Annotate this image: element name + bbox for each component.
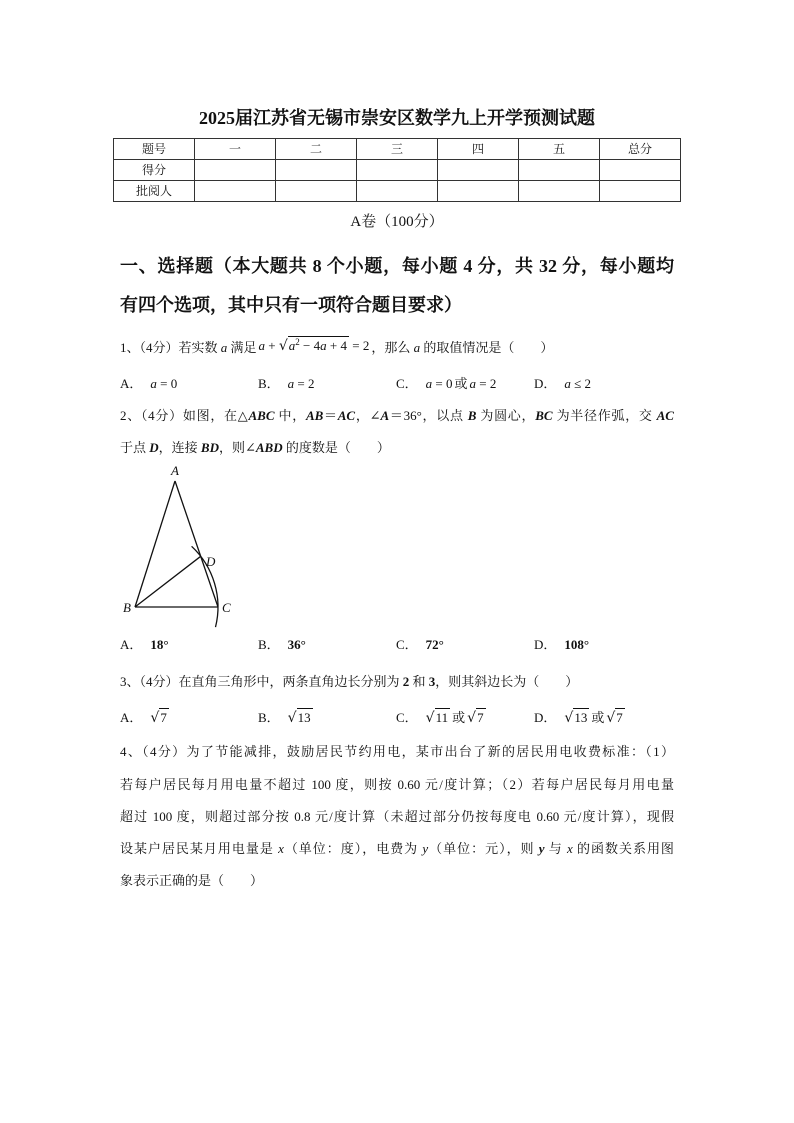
math-variable: B (467, 408, 477, 423)
score-table-row-grader (114, 181, 681, 202)
option-letter: B． (258, 637, 280, 652)
math-variable: BD (200, 440, 219, 455)
question-2-stem-line-2 (120, 439, 674, 457)
math-variable: AC (337, 408, 356, 423)
math-variable: ABC (248, 408, 275, 423)
math-variable: a (150, 376, 157, 391)
math-variable: AB (305, 408, 324, 423)
math-variable: a (413, 340, 421, 355)
option-value: = 0 (432, 376, 453, 391)
math-variable: y (538, 841, 545, 856)
radical (467, 710, 485, 725)
radicand (288, 336, 349, 353)
question-2-stem-line-1 (120, 407, 674, 425)
exam-title: 2025届江苏省无锡市崇安区数学九上开学预测试题 (199, 108, 595, 128)
stem-text: （单位：度），电费为 (283, 841, 423, 856)
math-variable: a (287, 376, 295, 391)
score-table-cell (276, 181, 357, 202)
math-equality: = 2 (348, 338, 370, 353)
score-table-cell (438, 160, 519, 181)
radical-sign: √ (467, 710, 477, 726)
math-variable: a (425, 376, 433, 391)
score-table-header-cell: 三 (357, 139, 438, 160)
radical (288, 710, 313, 725)
score-table-cell (519, 181, 600, 202)
side-ab (135, 481, 175, 607)
label-c: C (222, 600, 231, 615)
stem-text: 与 (544, 841, 568, 856)
option-b (258, 709, 396, 727)
math-variable: x (567, 841, 573, 856)
math-variable: D (149, 440, 159, 455)
stem-text: ＝36°，以点 (389, 408, 468, 423)
question-3-stem (120, 673, 674, 691)
radical (279, 338, 349, 353)
option-letter: B． (258, 710, 280, 725)
radicand: 7 (160, 710, 167, 725)
exponent: 2 (295, 337, 300, 347)
score-table (113, 138, 681, 202)
math-variable: ABD (255, 440, 283, 455)
radical (150, 710, 168, 725)
stem-text: 为圆心， (476, 408, 536, 423)
option-or: 或 (452, 710, 466, 725)
option-a (120, 709, 258, 727)
stem-text: ，连接 (158, 440, 201, 455)
option-b (258, 636, 396, 654)
option-value: 108° (564, 637, 590, 652)
score-table-cell (357, 160, 438, 181)
radical (564, 710, 589, 725)
score-table-header-row (114, 139, 681, 160)
option-letter: A． (120, 710, 143, 725)
score-table-row-label: 得分 (114, 160, 195, 181)
label-a: A (171, 463, 179, 478)
radical-sign: √ (564, 710, 574, 726)
side-ac (175, 481, 218, 607)
radical-sign: √ (287, 710, 297, 726)
question-1-stem (120, 339, 674, 357)
score-table-cell (600, 181, 681, 202)
score-table-header-cell: 一 (195, 139, 276, 160)
option-value: = 0 (156, 376, 178, 391)
option-value: = 2 (476, 376, 497, 391)
stem-text: ，∠ (355, 408, 381, 423)
math-term: − 4 (299, 338, 321, 353)
stem-text: ＝ (323, 408, 338, 423)
score-table-cell (195, 160, 276, 181)
score-table-header-cell: 题号 (114, 139, 195, 160)
score-table-header-cell: 五 (519, 139, 600, 160)
math-operator: + (265, 338, 279, 353)
radical (426, 710, 450, 725)
score-table-cell (438, 181, 519, 202)
stem-text: （单位：元），则 (428, 841, 539, 856)
math-term: + 4 (326, 338, 347, 353)
section-heading-line-1: 一、选择题（本大题共 8 个小题，每小题 4 分，共 32 分，每小题均 (120, 256, 674, 276)
question-1-formula (259, 338, 370, 353)
score-table-header-cell: 四 (438, 139, 519, 160)
triangle-figure (110, 460, 240, 635)
question-4-stem-line-1: 4、（4分）为了节能减排，鼓励居民节约用电，某市出台了新的居民用电收费标准：（1） (120, 744, 674, 759)
stem-text: 满足 (227, 340, 257, 355)
score-table-cell (357, 181, 438, 202)
option-value: = 2 (294, 376, 315, 391)
radicand: 7 (616, 710, 623, 725)
option-c (396, 375, 534, 393)
score-table-header-cell: 总分 (600, 139, 681, 160)
stem-text: 3、（4分）在直角三角形中，两条直角边长分别为 (120, 674, 403, 689)
option-d (534, 375, 591, 393)
score-table-header-cell: 二 (276, 139, 357, 160)
radical-sign: √ (606, 710, 616, 726)
score-table-cell (600, 160, 681, 181)
question-4-stem-line-5: 象表示正确的是（ ） (120, 873, 264, 888)
radical-sign: √ (425, 710, 435, 726)
segment-bd (135, 556, 201, 607)
question-4-stem-line-4 (120, 840, 674, 858)
radicand: 13 (297, 710, 311, 725)
option-letter: D． (534, 376, 557, 391)
option-c (396, 636, 534, 654)
stem-text: 为半径作弧，交 (552, 408, 657, 423)
section-heading-line-2: 有四个选项，其中只有一项符合题目要求） (120, 295, 462, 315)
stem-text: 2、（4分）如图，在△ (120, 408, 249, 423)
math-variable: y (422, 841, 429, 856)
option-letter: C． (396, 376, 418, 391)
radical (606, 710, 624, 725)
radicand: 13 (574, 710, 588, 725)
stem-text: 的函数关系用图 (572, 841, 674, 856)
score-table-row-score (114, 160, 681, 181)
stem-text: 于点 (120, 440, 150, 455)
score-table-cell (276, 160, 357, 181)
stem-text: 设某户居民某月用电量是 (120, 841, 279, 856)
math-variable: a (320, 338, 327, 353)
option-letter: C． (396, 637, 418, 652)
question-3-options (120, 709, 674, 727)
label-d: D (206, 554, 216, 569)
option-letter: D． (534, 637, 557, 652)
score-table-row-label: 批阅人 (114, 181, 195, 202)
option-c (396, 709, 534, 727)
math-variable: x (278, 841, 284, 856)
option-letter: C． (396, 710, 418, 725)
option-value: 36° (287, 637, 306, 652)
radicand: 7 (477, 710, 484, 725)
number: 2 (402, 674, 410, 689)
option-value: 72° (425, 637, 444, 652)
math-variable: a (258, 338, 266, 353)
option-or: 或 (454, 376, 468, 391)
score-table-cell (519, 160, 600, 181)
option-value: ≤ 2 (570, 376, 592, 391)
option-letter: D． (534, 710, 557, 725)
label-b: B (123, 600, 131, 615)
stem-text: ，那么 (371, 340, 414, 355)
option-d (534, 636, 589, 654)
question-4-stem-line-3: 超过 100 度，则超过部分按 0.8 元/度计算（未超过部分仍按每度电 0.60 元/度计算），现假 (120, 809, 674, 824)
stem-text: ，则其斜边长为（ ） (435, 674, 579, 689)
volume-label: A卷（100分） (350, 214, 444, 230)
radicand: 11 (435, 710, 449, 725)
math-variable: A (380, 408, 390, 423)
question-2-options (120, 636, 674, 654)
option-letter: B． (258, 376, 280, 391)
option-letter: A． (120, 376, 143, 391)
stem-text: 的取值情况是（ ） (420, 340, 554, 355)
math-variable: BC (535, 408, 553, 423)
option-a (120, 375, 258, 393)
radical-sign: √ (150, 710, 160, 726)
score-table-cell (195, 181, 276, 202)
question-4-stem-line-2: 若每户居民每月用电量不超过 100 度，则按 0.60 元/度计算；（2）若每户居民每月用电量 (120, 777, 674, 792)
stem-text: 和 (409, 674, 429, 689)
math-variable: AC (656, 408, 674, 423)
math-variable: a (288, 338, 296, 353)
number: 3 (428, 674, 436, 689)
stem-text: 1、（4分）若实数 (120, 340, 221, 355)
math-variable: a (469, 376, 477, 391)
stem-text: 中， (274, 408, 306, 423)
option-d (534, 709, 625, 727)
option-a (120, 636, 258, 654)
option-b (258, 375, 396, 393)
question-1-options (120, 375, 674, 393)
stem-text: 的度数是（ ） (282, 440, 390, 455)
math-variable: a (564, 376, 571, 391)
option-value: 18° (150, 637, 169, 652)
stem-text: ，则∠ (218, 440, 256, 455)
option-or: 或 (591, 710, 605, 725)
option-letter: A． (120, 637, 143, 652)
math-variable: a (220, 340, 228, 355)
radical-sign: √ (278, 338, 288, 354)
